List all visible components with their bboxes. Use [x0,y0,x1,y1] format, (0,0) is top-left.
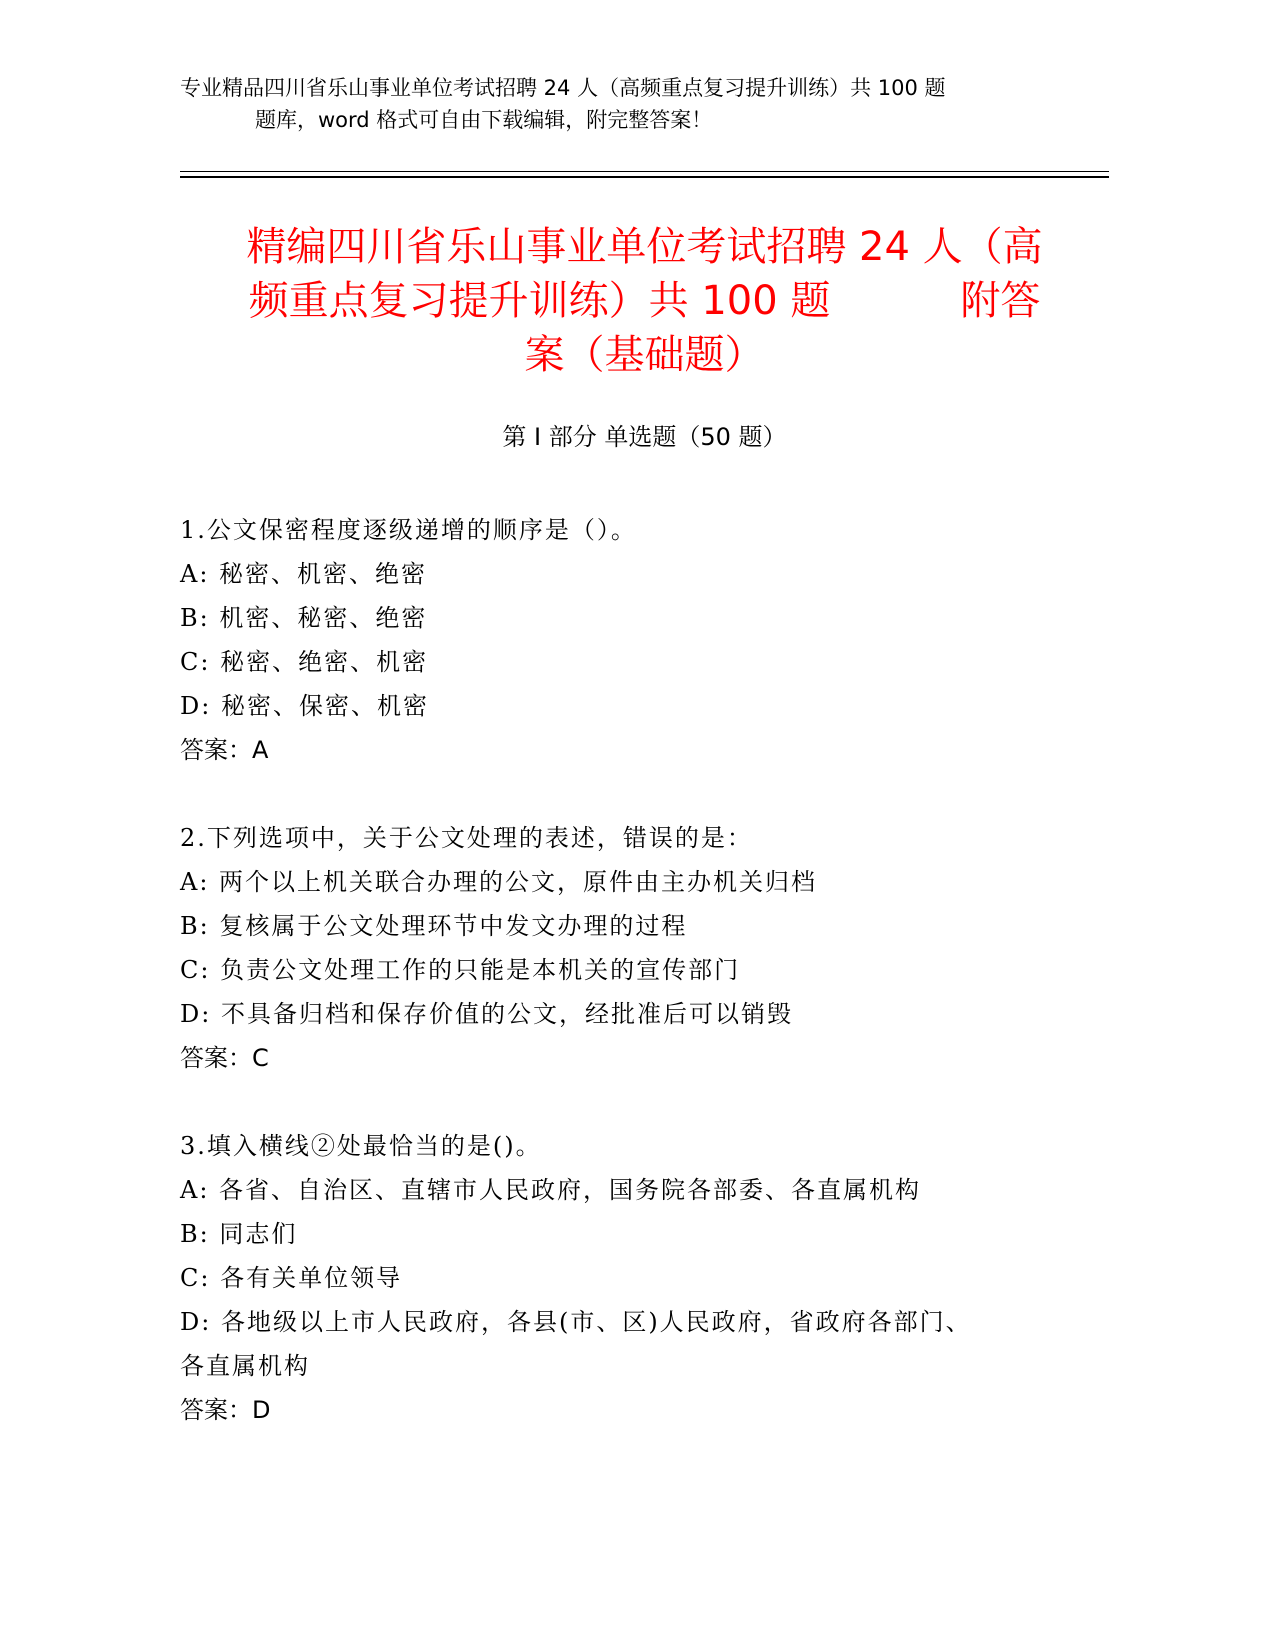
question-1 [180,508,1080,772]
document-title-line2a: 频重点复习提升训练）共 100 题 [248,278,831,324]
header-note [180,72,1110,136]
option-b: B: 复核属于公文处理环节中发文办理的过程 [180,912,688,940]
header-divider-thick [180,176,1109,178]
option-a: A: 各省、自治区、直辖市人民政府，国务院各部委、各直属机构 [180,1176,922,1204]
question-list [180,508,1080,1476]
document-title-line1: 精编四川省乐山事业单位考试招聘 24 人（高 [246,224,1043,270]
option-b: B: 同志们 [180,1220,298,1248]
question-stem: 3.填入横线②处最恰当的是()。 [180,1132,542,1160]
option-d: D: 各地级以上市人民政府，各县(市、区)人民政府，省政府各部门、 [180,1308,972,1336]
option-d-continued: 各直属机构 [180,1352,310,1380]
header-note-line2: 题库，word 格式可自由下载编辑，附完整答案！ [255,108,713,132]
document-title-line3: 案（基础题） [524,332,765,378]
document-title-line2 [180,274,1109,328]
option-a: A: 秘密、机密、绝密 [180,560,428,588]
option-d: D: 不具备归档和保存价值的公文，经批准后可以销毁 [180,1000,793,1028]
question-stem: 1.公文保密程度逐级递增的顺序是（）。 [180,516,637,544]
question-stem: 2.下列选项中，关于公文处理的表述，错误的是： [180,824,753,852]
option-d: D: 秘密、保密、机密 [180,692,429,720]
document-title [180,220,1109,382]
header-note-line1: 专业精品四川省乐山事业单位考试招聘 24 人（高频重点复习提升训练）共 100 题 [180,76,946,100]
question-3 [180,1124,1080,1432]
document-title-line2b: 附答 [960,278,1041,324]
option-c: C: 各有关单位领导 [180,1264,403,1292]
option-c: C: 秘密、绝密、机密 [180,648,429,676]
option-c: C: 负责公文处理工作的只能是本机关的宣传部门 [180,956,741,984]
answer: 答案：D [180,1396,271,1424]
question-2 [180,816,1080,1080]
section-title: 第 I 部分 单选题（50 题） [502,423,787,451]
answer: 答案：A [180,736,269,764]
option-a: A: 两个以上机关联合办理的公文，原件由主办机关归档 [180,868,818,896]
header-divider-thin [180,171,1109,172]
option-b: B: 机密、秘密、绝密 [180,604,428,632]
answer: 答案：C [180,1044,269,1072]
